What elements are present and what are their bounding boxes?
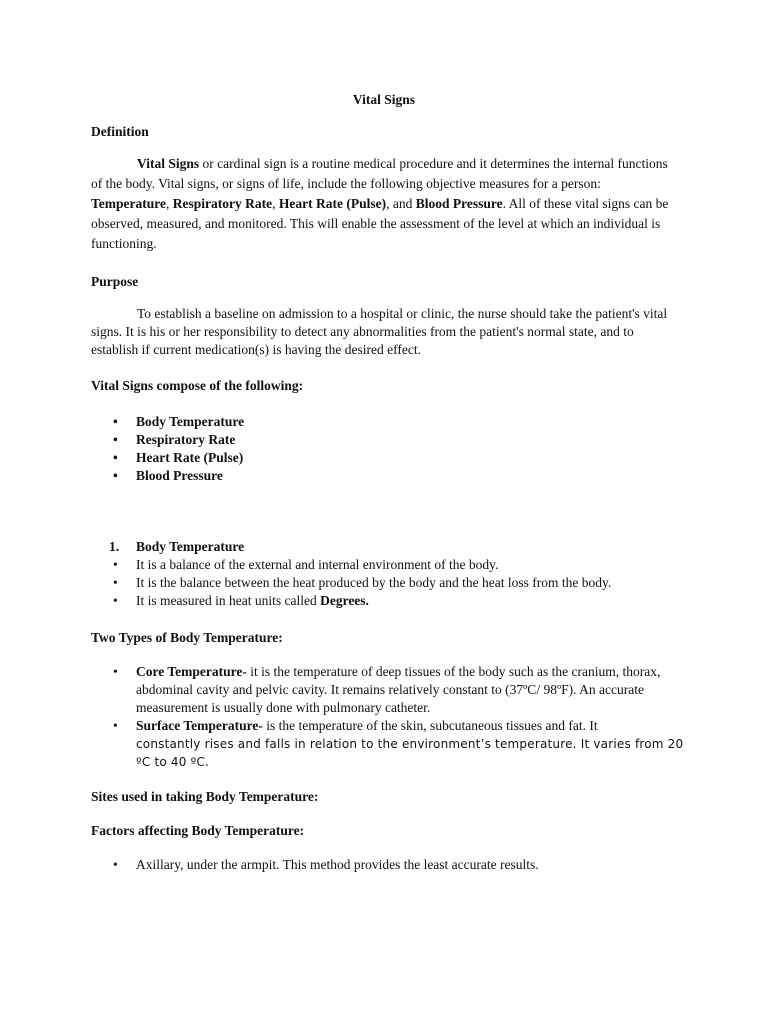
bullet-icon: • [113, 450, 118, 465]
surface-temperature-text-cont: constantly rises and falls in relation to the environment’s temperature. It varies from 20 ºC to 40 ºC. [136, 737, 684, 769]
list-item [91, 431, 691, 449]
list-item [91, 467, 691, 485]
body-temperature-heading: Body Temperature [136, 539, 245, 554]
bullet-icon: • [113, 575, 118, 590]
numbered-heading [91, 538, 691, 556]
bullet-icon: • [113, 857, 118, 872]
factors-list [91, 856, 691, 874]
definition-paragraph [91, 154, 681, 254]
sites-heading: Sites used in taking Body Temperature: [91, 789, 319, 804]
definition-text-3: , [272, 196, 279, 211]
list-item-label: Respiratory Rate [136, 432, 236, 447]
list-item [91, 574, 691, 592]
list-item-label: It is a balance of the external and internal environment of the body. [136, 557, 499, 572]
body-temperature-list [91, 538, 691, 610]
degrees-term: Degrees. [320, 593, 369, 608]
two-types-list [91, 663, 691, 771]
list-item [91, 556, 691, 574]
bullet-icon: • [113, 593, 118, 608]
list-item-label: It is measured in heat units called [136, 593, 321, 608]
bullet-icon: • [113, 557, 118, 572]
list-item [91, 856, 691, 874]
list-item [91, 449, 691, 467]
purpose-paragraph: To establish a baseline on admission to a hospital or clinic, the nurse should take the patient's vital signs. It is his or her responsibility to detect any abnormalities from the patient's normal state, and to establish if current medication(s) is having the desired effect. [91, 306, 668, 357]
list-item-label: Body Temperature [136, 414, 245, 429]
list-item [91, 717, 691, 771]
bullet-icon: • [113, 414, 118, 429]
compose-list [91, 413, 691, 485]
list-item [91, 663, 691, 717]
definition-text-1: or cardinal sign is a routine medical procedure and it determines the internal functions of the body. Vital signs, or signs of life, include the following objective measures for a person: [91, 156, 668, 191]
bullet-icon: • [113, 468, 118, 483]
list-item-label: Axillary, under the armpit. This method provides the least accurate results. [136, 857, 539, 872]
definition-heading: Definition [91, 124, 149, 139]
surface-temperature-label: Surface Temperature- [136, 718, 263, 733]
core-temperature-text: it is the temperature of deep tissues of the body such as the cranium, thorax, abdominal cavity and pelvic cavity. It remains relatively constant to (37ºC/ 98ºF). An accurate measurement is usually done with pulmonary catheter. [136, 664, 661, 715]
purpose-heading: Purpose [91, 274, 139, 289]
bullet-icon: • [113, 718, 118, 733]
compose-heading: Vital Signs compose of the following: [91, 378, 304, 393]
factors-heading: Factors affecting Body Temperature: [91, 823, 305, 838]
core-temperature-label: Core Temperature- [136, 664, 247, 679]
list-item-label: It is the balance between the heat produced by the body and the heat loss from the body. [136, 575, 612, 590]
item-number: 1. [109, 539, 120, 554]
definition-text-2: , [166, 196, 173, 211]
definition-text-5: . All of these vital signs can be observed, measured, and monitored. This will enable the assessment of the level at which an individual is functioning. [91, 196, 669, 251]
bullet-icon: • [113, 664, 118, 679]
term-heart-rate: Heart Rate (Pulse) [278, 196, 387, 211]
term-vital-signs: Vital Signs [137, 156, 200, 171]
bullet-icon: • [113, 432, 118, 447]
definition-text-4: , and [386, 196, 416, 211]
list-item-label: Heart Rate (Pulse) [136, 450, 244, 465]
list-item-label: Blood Pressure [136, 468, 223, 483]
term-blood-pressure: Blood Pressure [415, 196, 503, 211]
term-respiratory-rate: Respiratory Rate [172, 196, 273, 211]
list-item [91, 413, 691, 431]
term-temperature: Temperature [91, 196, 166, 211]
document-title: Vital Signs [352, 92, 416, 107]
surface-temperature-text: is the temperature of the skin, subcutaneous tissues and fat. It [262, 718, 598, 733]
list-item [91, 592, 691, 610]
two-types-heading: Two Types of Body Temperature: [91, 630, 283, 645]
